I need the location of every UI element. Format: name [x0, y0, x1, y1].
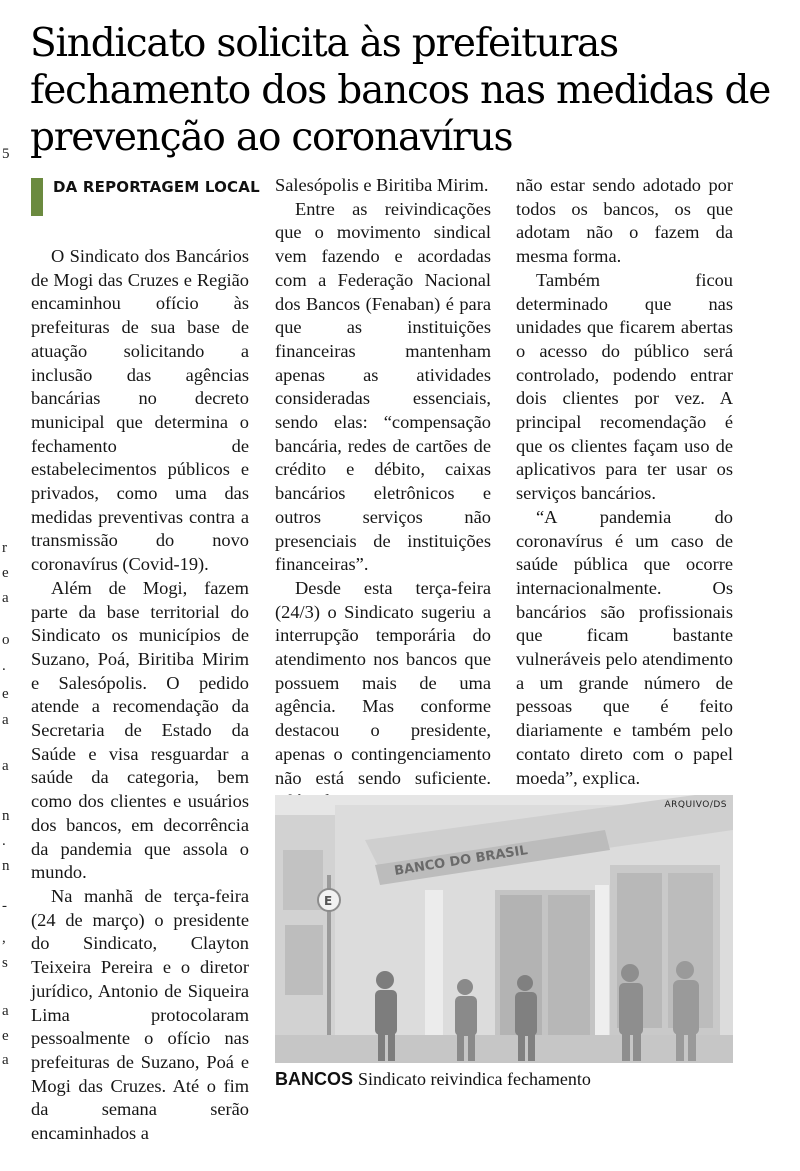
paragraph: Além de Mogi, fazem parte da base territorial do Sindicato os municípios de Suzano, Poá, Biritiba Mirim e Salesópolis. O pedido atende a recomendação da Secretaria de Estado da Saúde e visa resguardar a saúde da categoria, bem como dos clientes e usuários dos bancos, em decorrência da pandemia que assola o mundo.: [31, 577, 249, 883]
edge-fragment: .: [2, 833, 6, 849]
edge-fragment: e: [2, 1028, 9, 1044]
edge-fragment: a: [2, 1052, 9, 1068]
edge-fragment: o: [2, 632, 10, 648]
paragraph-continuation: Salesópolis e Biritiba Mirim.: [275, 175, 489, 195]
edge-fragment: -: [2, 898, 7, 914]
edge-fragment: a: [2, 590, 9, 606]
edge-fragment: e: [2, 686, 9, 702]
adjacent-column-fragments: [0, 0, 10, 1171]
paragraph: Entre as reivindicações que o movimento sindical vem fazendo e acordadas com a Federação Nacional dos Bancos (Fenaban) é para que as instituições financeiras mantenham apenas as atividades consideradas essenciais, sendo elas: “compensação bancária, redes de cartões de crédito e débito, caixas bancários eletrônicos e outros serviços não presenciais de instituições financeiras”.: [275, 198, 491, 575]
article-headline: Sindicato solicita às prefeituras fechamento dos bancos nas medidas de prevenção ao coronavírus: [30, 21, 771, 160]
edge-fragment: r: [2, 540, 7, 556]
photo-credit: ARQUIVO/DS: [664, 800, 727, 810]
bank-photo: [275, 795, 733, 1063]
photo-caption: [275, 1068, 735, 1090]
edge-fragment: n: [2, 858, 10, 874]
edge-fragment: a: [2, 1003, 9, 1019]
paragraph-continuation: não estar sendo adotado por todos os bancos, os que adotam não o fazem da mesma forma.: [516, 175, 733, 267]
article-column-2: [275, 174, 491, 814]
edge-fragment: a: [2, 712, 9, 728]
article-column-1: [31, 245, 249, 1146]
edge-fragment: 5: [2, 146, 10, 162]
caption-keyword: BANCOS: [275, 1069, 354, 1089]
bank-building-illustration: [275, 795, 733, 1063]
bank-sign-text: BANCO DO BRASIL: [393, 843, 529, 879]
edge-fragment: e: [2, 565, 9, 581]
edge-fragment: a: [2, 758, 9, 774]
byline: [31, 178, 260, 216]
article-column-3: [516, 174, 733, 790]
paragraph: Na manhã de terça-feira (24 de março) o presidente do Sindicato, Clayton Teixeira Pereira e o diretor jurídico, Antonio de Siqueira Lima protocolaram pessoalmente o ofício nas prefeituras de Suzano, Poá e Mogi das Cruzes. Até o fim da semana serão encaminhados a: [31, 885, 249, 1144]
paragraph: Desde esta terça-feira (24/3) o Sindicato sugeriu a interrupção temporária do atendimento nos bancos que possuem mais de uma agência. Mas conforme destacou o presidente, apenas o contingenciamento não está sendo suficiente.: [275, 577, 491, 788]
svg-text:E: E: [324, 894, 333, 908]
edge-fragment: n: [2, 808, 10, 824]
caption-text: Sindicato reivindica fechamento: [358, 1069, 591, 1089]
byline-accent-bar: [31, 178, 43, 216]
edge-fragment: .: [2, 658, 6, 674]
byline-text: DA REPORTAGEM LOCAL: [53, 178, 260, 196]
edge-fragment: s: [2, 955, 8, 971]
paragraph: O Sindicato dos Bancários de Mogi das Cruzes e Região encaminhou ofício às prefeituras de sua base de atuação solicitando a inclusão das agências bancárias no decreto municipal que determina o fechamento de estabelecimentos públicos e privados, como uma das medidas preventivas contra a transmissão do novo coronavírus (Covid-19).: [31, 246, 249, 575]
paragraph: Também ficou determinado que nas unidades que ficarem abertas o acesso do público será controlado, podendo entrar dois clientes por vez. A principal recomendação é que os clientes façam uso de aplicativos para ter usar os serviços bancários.: [516, 269, 733, 504]
paragraph: “A pandemia do coronavírus é um caso de saúde pública que ocorre internacionalmente. Os bancários são profissionais que ficam bastante vulneráveis pelo atendimento a um grande número de pessoas que é feito diariamente e também pelo contato direto com o papel moeda”, explica.: [516, 506, 733, 788]
edge-fragment: ,: [2, 930, 6, 946]
